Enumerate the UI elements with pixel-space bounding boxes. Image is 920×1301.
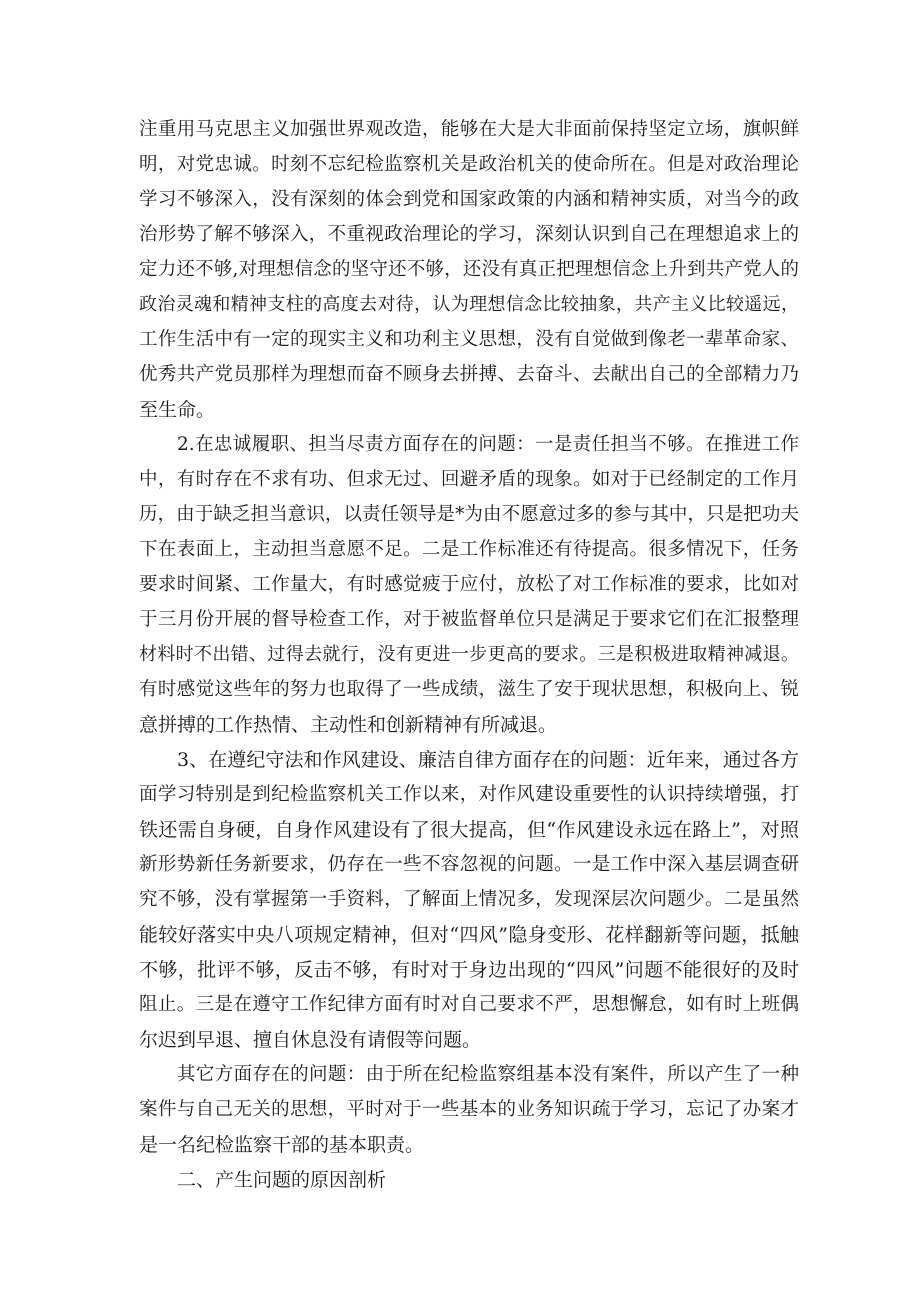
paragraph-3-line: 新形势新任务新要求，仍存在一些不容忽视的问题。一是工作中深入基层调查研 [139, 854, 799, 875]
paragraph-1-line: 学习不够深入，没有深刻的体会到党和国家政策的内涵和精神实质，对当今的政 [139, 189, 799, 210]
paragraph-3-line: 铁还需自身硬，自身作风建设有了很大提高，但“作风建设永远在路上”，对照 [139, 819, 799, 841]
paragraph-3-line: 尔迟到早退、擅自休息没有请假等问题。 [139, 1029, 482, 1051]
paragraph-3-line: 不够，批评不够，反击不够，有时对于身边出现的“四风”问题不能很好的及时 [139, 959, 799, 981]
paragraph-2-line: 2.在忠诚履职、担当尽责方面存在的问题：一是责任担当不够。在推进工作 [177, 434, 799, 455]
paragraph-2-line: 于三月份开展的督导检查工作，对于被监督单位只是满足于要求它们在汇报整理 [139, 609, 799, 630]
paragraph-1-line: 明，对党忠诚。时刻不忘纪检监察机关是政治机关的使命所在。但是对政治理论 [139, 154, 799, 175]
paragraph-4-line: 是一名纪检监察干部的基本职责。 [139, 1134, 425, 1156]
paragraph-1-line: 优秀共产党员那样为理想而奋不顾身去拼搏、去奋斗、去献出自己的全部精力乃 [139, 364, 799, 385]
paragraph-3-line: 究不够，没有掌握第一手资料，了解面上情况多，发现深层次问题少。二是虽然 [139, 889, 799, 910]
paragraph-2-line: 意拼搏的工作热情、主动性和创新精神有所减退。 [139, 714, 558, 736]
paragraph-1-line: 工作生活中有一定的现实主义和功利主义思想，没有自觉做到像老一辈革命家、 [139, 329, 799, 350]
paragraph-2-line: 下在表面上，主动担当意愿不足。二是工作标准还有待提高。很多情况下，任务 [139, 539, 799, 560]
paragraph-4-line: 案件与自己无关的思想，平时对于一些基本的业务知识疏于学习，忘记了办案才 [139, 1099, 799, 1120]
paragraph-2-line: 历，由于缺乏担当意识，以责任领导是*为由不愿意过多的参与其中，只是把功夫 [139, 504, 799, 525]
paragraph-2-line: 有时感觉这些年的努力也取得了一些成绩，滋生了安于现状思想，积极向上、锐 [139, 679, 799, 700]
paragraph-1-line: 注重用马克思主义加强世界观改造，能够在大是大非面前保持坚定立场，旗帜鲜 [139, 119, 799, 140]
paragraph-2-line: 中，有时存在不求有功、但求无过、回避矛盾的现象。如对于已经制定的工作月 [139, 469, 799, 490]
section-heading: 二、产生问题的原因剖析 [177, 1169, 387, 1191]
paragraph-1-line: 至生命。 [139, 399, 216, 421]
paragraph-2-line: 材料时不出错、过得去就行，没有更进一步更高的要求。三是积极进取精神减退。 [139, 644, 799, 665]
paragraph-2-line: 要求时间紧、工作量大，有时感觉疲于应付，放松了对工作标准的要求，比如对 [139, 574, 799, 595]
paragraph-3-line: 面学习特别是到纪检监察机关工作以来，对作风建设重要性的认识持续增强，打 [139, 784, 799, 805]
paragraph-1-line: 治形势了解不够深入，不重视政治理论的学习，深刻认识到自己在理想追求上的 [139, 224, 799, 245]
paragraph-3-line: 能较好落实中央八项规定精神，但对“四风”隐身变形、花样翻新等问题，抵触 [139, 924, 799, 946]
paragraph-1-line: 政治灵魂和精神支柱的高度去对待，认为理想信念比较抽象，共产主义比较遥远， [139, 294, 799, 315]
paragraph-3-line: 3、在遵纪守法和作风建设、廉洁自律方面存在的问题：近年来，通过各方 [177, 749, 799, 771]
paragraph-1-line: 定力还不够,对理想信念的坚守还不够，还没有真正把理想信念上升到共产党人的 [139, 259, 799, 280]
paragraph-3-line: 阻止。三是在遵守工作纪律方面有时对自己要求不严，思想懈怠，如有时上班偶 [139, 994, 799, 1015]
paragraph-4-line: 其它方面存在的问题：由于所在纪检监察组基本没有案件，所以产生了一种 [177, 1064, 799, 1085]
